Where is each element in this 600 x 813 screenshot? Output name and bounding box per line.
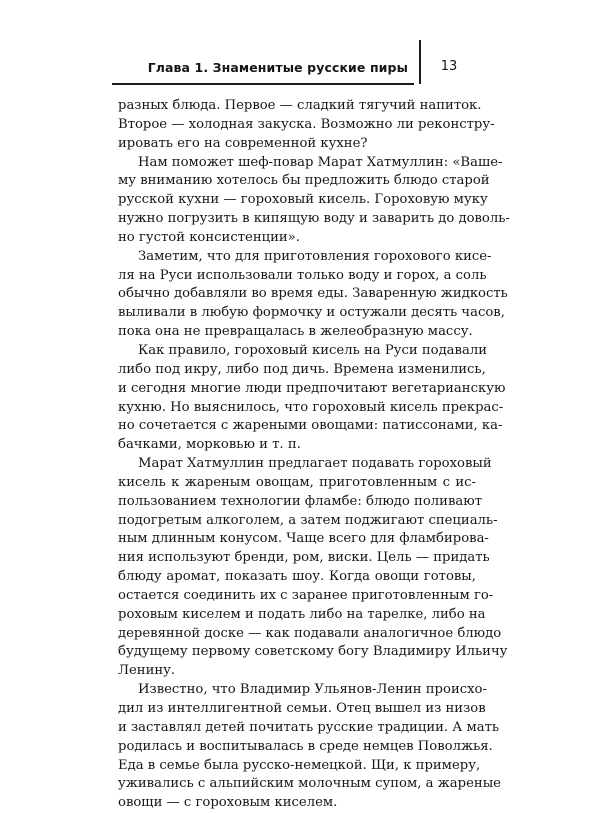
- text-line: Как правило, гороховый кисель на Руси подавали: [138, 342, 487, 358]
- text-line: остается соединить их с заранее приготовленным го-: [118, 587, 494, 603]
- text-line: блюду аромат, показать шоу. Когда овощи готовы,: [118, 569, 476, 585]
- text-line: обычно добавляли во время еды. Заваренную жидкость: [118, 286, 508, 302]
- text-line: либо под икру, либо под дичь. Времена изменились,: [118, 361, 486, 377]
- text-line: выливали в любую формочку и остужали десять часов,: [118, 305, 505, 321]
- text-line: ля на Руси использовали только воду и горох, а соль: [118, 267, 487, 283]
- header-rule: [112, 83, 414, 85]
- text-line: Нам поможет шеф-повар Марат Хатмуллин: «Ваше-: [138, 154, 503, 170]
- text-line: и сегодня многие люди предпочитают вегетарианскую: [118, 380, 506, 396]
- text-line: кухню. Но выяснилось, что гороховый кисель прекрас-: [118, 399, 504, 415]
- text-line: Второе — холодная закуска. Возможно ли реконстру-: [118, 116, 495, 132]
- text-line: но сочетается с жареными овощами: патиссонами, ка-: [118, 418, 503, 434]
- paragraph: [118, 342, 506, 455]
- text-line: Заметим, что для приготовления горохового кисе-: [138, 248, 492, 264]
- text-line: но густой консистенции».: [118, 229, 300, 245]
- text-line: разных блюда. Первое — сладкий тягучий напиток.: [118, 98, 482, 113]
- text-line: дил из интеллигентной семьи. Отец вышел из низов: [118, 701, 486, 716]
- text-line: Известно, что Владимир Ульянов-Ленин происхо-: [138, 682, 487, 698]
- text-line: ным длинным конусом. Чаще всего для фламбирова-: [118, 531, 489, 547]
- text-line: подогретым алкоголем, а затем поджигают специаль-: [118, 512, 498, 528]
- text-line: русской кухни — гороховый кисель. Гороховую муку: [118, 192, 488, 208]
- text-line: роховым киселем и подать либо на тарелке, либо на: [118, 606, 486, 622]
- paragraph: [118, 97, 495, 154]
- running-header: [112, 40, 480, 84]
- text-line: Еда в семье была русско-немецкой. Щи, к примеру,: [118, 757, 481, 773]
- text-line: Марат Хатмуллин предлагает подавать гороховый: [138, 456, 492, 472]
- body-text: [118, 97, 510, 813]
- paragraph: [118, 248, 508, 342]
- text-line: Ленину.: [118, 663, 176, 679]
- text-line: пока она не превращалась в желеобразную массу.: [118, 324, 473, 340]
- text-line: ния используют бренди, ром, виски. Цель — придать: [118, 550, 490, 566]
- text-line: бачками, морковью и т. п.: [118, 437, 301, 453]
- header-divider: [419, 40, 421, 84]
- text-line: деревянной доске — как подавали аналогичное блюдо: [118, 625, 502, 641]
- paragraph: [118, 455, 508, 681]
- text-line: му вниманию хотелось бы предложить блюдо старой: [118, 173, 490, 189]
- chapter-title: Глава 1. Знаменитые русские пиры: [147, 60, 408, 75]
- text-line: и заставлял детей почитать русские традиции. А мать: [118, 719, 500, 735]
- page-number: 13: [440, 59, 458, 74]
- paragraph: [118, 681, 501, 813]
- text-line: кисель к жареным овощам, приготовленным с ис-: [118, 474, 476, 490]
- text-line: овощи — с гороховым киселем.: [118, 795, 338, 811]
- text-line: родилась и воспитывалась в среде немцев Поволжья.: [118, 738, 493, 754]
- text-line: уживались с альпийским молочным супом, а жареные: [118, 776, 501, 792]
- text-line: ировать его на современной кухне?: [118, 135, 368, 151]
- text-line: будущему первому советскому богу Владимиру Ильичу: [118, 644, 508, 660]
- text-line: нужно погрузить в кипящую воду и заварить до доволь-: [118, 211, 510, 227]
- paragraph: [118, 154, 510, 248]
- text-line: пользованием технологии фламбе: блюдо поливают: [118, 493, 483, 509]
